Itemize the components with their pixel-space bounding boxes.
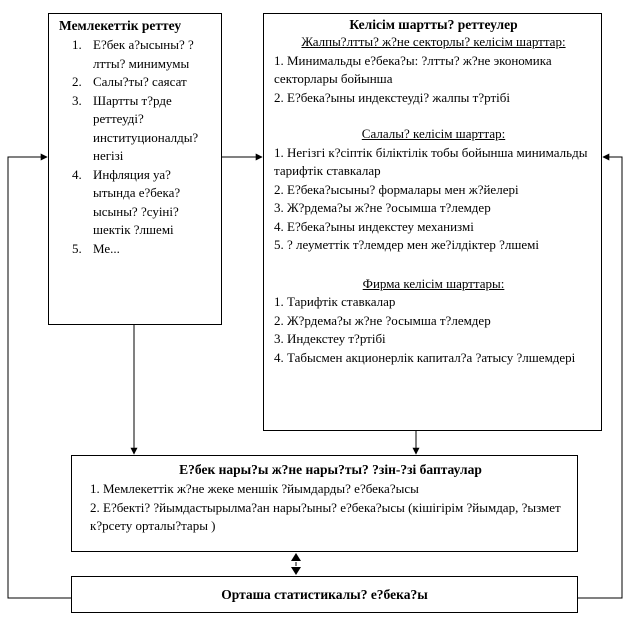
list-item: 1. Е?бек а?ысыны? ?лтты? минимумы (85, 36, 213, 73)
section-line: 1. Минимальды е?бека?ы: ?лтты? ж?не экономика секторлары бойынша (274, 52, 552, 86)
section-line: 4. Е?бека?ыны индекстеу механизмі (274, 218, 474, 234)
arrowhead-down (291, 567, 301, 575)
section-heading-sectoral: Салалы? келісім шарттар: (361, 126, 506, 141)
section-line: 1. Негізгі к?сіптік біліктілік тобы бойынша минимальды тарифтік ставкалар (274, 144, 588, 178)
state-regulation-box (48, 13, 222, 325)
contract-regulation-title: Келісім шартты? реттеулер (349, 17, 518, 32)
list-item: 3. Шартты т?рде реттеуді? институционалды? негізі (85, 92, 213, 166)
state-regulation-list (59, 36, 213, 258)
average-wage-box (71, 576, 578, 613)
list-item: 2. Салы?ты? саясат (85, 73, 213, 92)
state-regulation-title: Мемлекеттік реттеу (59, 18, 182, 33)
arrowhead-up (291, 553, 301, 561)
section-line: 4. Табысмен акционерлік капитал?а ?атысу ?лшемдері (274, 349, 576, 365)
section-line: 2. Е?бека?ысыны? формалары мен ж?йелері (274, 181, 519, 197)
section-line: 2. Е?бека?ыны индекстеуді? жалпы т?ртібі (274, 89, 510, 105)
labor-market-box (71, 455, 578, 552)
labor-market-title: Е?бек нары?ы ж?не нары?ты? ?зін-?зі баптаулар (179, 462, 482, 477)
list-item: 5. Ме... (85, 240, 213, 259)
section-line: 1. Тарифтік ставкалар (274, 294, 396, 309)
section-line: 3. Индекстеу т?ртібі (274, 331, 386, 346)
average-wage-title: Орташа статистикалы? е?бека?ы (221, 587, 428, 602)
contract-regulation-box (263, 13, 602, 431)
section-line: 5. ? леуметтік т?лемдер мен же?ілдіктер ?лшемі (274, 237, 539, 252)
list-item: 4. Инфляция уа?ытында е?бека?ысыны? ?суіні? шектік ?лшемі (85, 166, 213, 240)
labor-market-line: 2. Е?бекті? ?йымдастырылма?ан нары?ыны? е?бека?ысы (кішігірім ?йымдар, ?ызмет к?рсету орталы?тары ) (90, 499, 561, 533)
section-line: 3. Ж?рдема?ы ж?не ?осымша т?лемдер (274, 200, 491, 215)
section-heading-firm: Фирма келісім шарттары: (362, 275, 505, 291)
section-heading-national: Жалпы?лтты? ж?не секторлы? келісім шарттар: (301, 34, 566, 49)
labor-market-line: 1. Мемлекеттік ж?не жеке меншік ?йымдарды? е?бека?ысы (90, 481, 419, 496)
section-line: 2. Ж?рдема?ы ж?не ?осымша т?лемдер (274, 312, 491, 328)
